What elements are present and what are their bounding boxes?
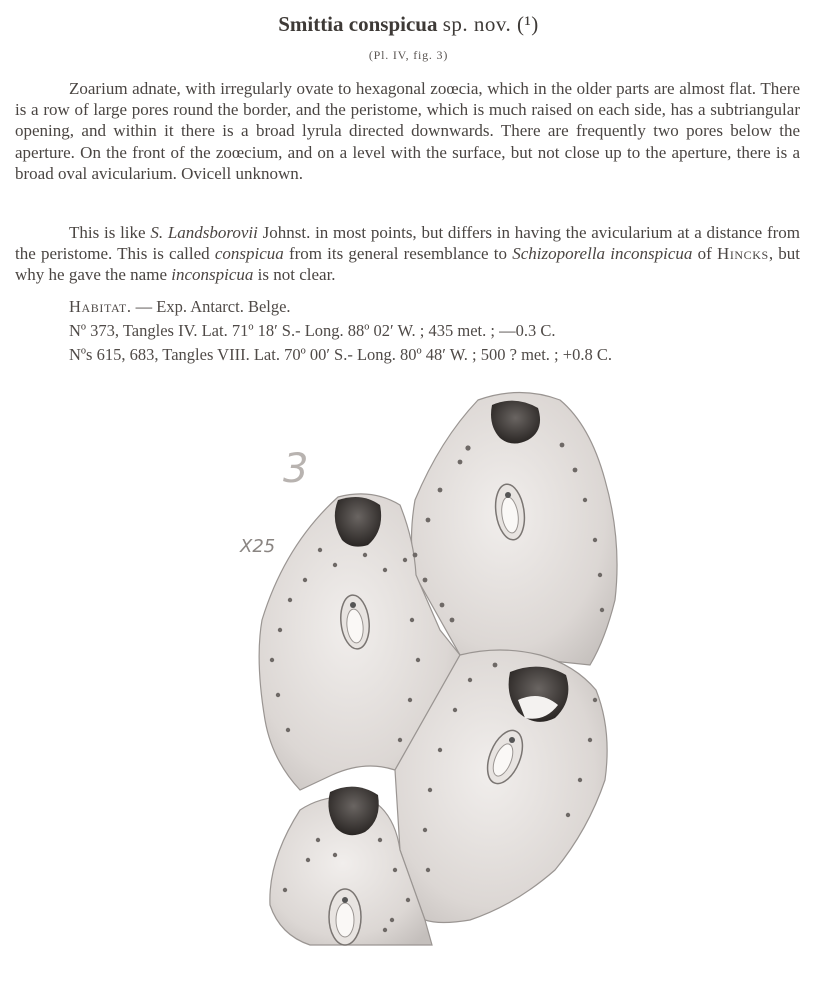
- magnification-label: X25: [240, 536, 276, 557]
- comparison-text-2: Johnst. in most points, but differs in having the avicularium at a distance from the peristome. This is called: [15, 223, 801, 264]
- comparison-name: conspicua: [214, 244, 284, 264]
- comparison-species-1: S. Landsborovii: [150, 223, 258, 242]
- comparison-species-2: Schizoporella inconspicua: [512, 244, 693, 264]
- comparison-text-5: , but why he gave the name: [15, 244, 800, 285]
- habitat-text: — Exp. Antarct. Belge.: [131, 297, 291, 316]
- comparison-name-2: inconspicua: [171, 265, 254, 285]
- comparison-text-4: of: [692, 244, 717, 264]
- species-name: Smittia conspicua: [278, 12, 438, 36]
- habitat-line: [69, 297, 291, 317]
- comparison-paragraph: [15, 222, 800, 286]
- zooecia-illustration: [200, 385, 640, 965]
- habitat-label: Habitat.: [69, 297, 132, 316]
- author-name: Hincks: [716, 244, 769, 264]
- station-line-1: Nº 373, Tangles IV. Lat. 71º 18′ S.- Long. 88º 02′ W. ; 435 met. ; —0.3 C.: [69, 321, 556, 340]
- comparison-text-3: from its general resemblance to: [283, 244, 513, 264]
- plate-reference: (Pl. IV, fig. 3): [368, 48, 449, 62]
- comparison-text-6: is not clear.: [253, 265, 336, 285]
- species-title: [0, 12, 817, 37]
- description-paragraph: [15, 78, 800, 184]
- avicularium-4: [329, 889, 361, 945]
- figure-number: 3: [283, 446, 309, 492]
- species-suffix: sp. nov. (¹): [442, 12, 539, 36]
- station-line-2: Nºs 615, 683, Tangles VIII. Lat. 70º 00′ S.- Long. 80º 48′ W. ; 500 ? met. ; +0.8 C.: [69, 345, 612, 364]
- comparison-text-1: This is like: [69, 223, 151, 242]
- description-text: Zoarium adnate, with irregularly ovate to hexagonal zoœcia, which in the older parts are almost flat. There is a row of large pores round the border, and the peristome, which is much raised on each side, has a subtriangular opening, and within it there is a broad lyrula directed downwards. There are frequently two pores below the aperture. On the front of the zoœcium, and on a level with the surface, but not close up to the aperture, there is a broad oval avicularium. Ovicell unknown.: [15, 79, 800, 183]
